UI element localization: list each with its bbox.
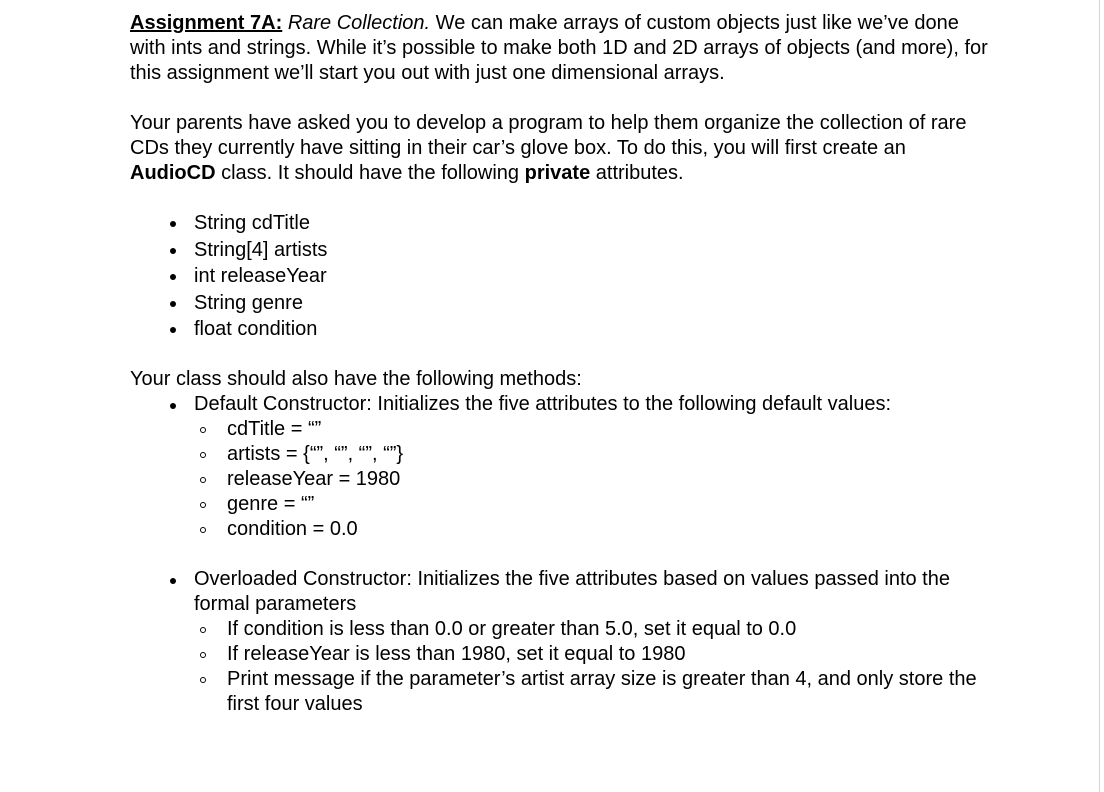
hollow-bullet-icon bbox=[200, 502, 206, 508]
sub-item-text: condition = 0.0 bbox=[227, 517, 358, 540]
attribute-item bbox=[130, 263, 990, 290]
page-edge-divider bbox=[1099, 0, 1100, 792]
bullet-icon bbox=[170, 403, 176, 409]
description-paragraph bbox=[130, 111, 990, 186]
attribute-item bbox=[130, 290, 990, 317]
bullet-icon bbox=[170, 274, 176, 280]
attribute-text: int releaseYear bbox=[194, 265, 327, 287]
sub-item-text: releaseYear = 1980 bbox=[227, 467, 401, 490]
attribute-text: String genre bbox=[194, 291, 303, 314]
hollow-bullet-icon bbox=[200, 627, 206, 633]
sub-item bbox=[194, 442, 990, 467]
sub-item-text: genre = “” bbox=[227, 492, 315, 515]
sub-item bbox=[194, 667, 990, 717]
hollow-bullet-icon bbox=[200, 677, 206, 683]
hollow-bullet-icon bbox=[200, 452, 206, 458]
intro-paragraph bbox=[130, 11, 990, 86]
sub-item bbox=[194, 642, 990, 667]
attribute-item bbox=[130, 237, 990, 264]
bullet-icon bbox=[170, 327, 176, 333]
sub-item bbox=[194, 492, 990, 517]
attribute-item bbox=[130, 316, 990, 343]
sub-item-text: If releaseYear is less than 1980, set it equal to 1980 bbox=[227, 642, 686, 665]
overloaded-rules-list bbox=[194, 617, 990, 717]
description-text-3: attributes. bbox=[590, 162, 684, 184]
intro-text: We can make arrays of custom objects just like we’ve done with ints and strings. While it’s possible to make both 1D and 2D arrays of objects (and more), for this assignment we’ll start you out with just one dimensional arrays. bbox=[130, 12, 988, 84]
attribute-list bbox=[130, 210, 990, 343]
class-name: AudioCD bbox=[130, 162, 216, 184]
method-default-constructor bbox=[130, 392, 990, 542]
default-values-list bbox=[194, 417, 990, 542]
methods-intro: Your class should also have the following methods: bbox=[130, 367, 582, 390]
method-overloaded-constructor bbox=[130, 567, 990, 717]
description-text-1: Your parents have asked you to develop a program to help them organize the collection of rare CDs they currently have sitting in their car’s glove box. To do this, you will first create an bbox=[130, 112, 967, 159]
sub-item-text: cdTitle = “” bbox=[227, 417, 322, 440]
hollow-bullet-icon bbox=[200, 527, 206, 533]
method-text: Overloaded Constructor: Initializes the five attributes based on values passed into the formal parameters bbox=[194, 567, 950, 615]
bullet-icon bbox=[170, 301, 176, 307]
document-page bbox=[130, 11, 990, 717]
sub-item bbox=[194, 467, 990, 492]
method-text: Default Constructor: Initializes the five attributes to the following default values: bbox=[194, 392, 892, 415]
sub-item-text: artists = {“”, “”, “”, “”} bbox=[227, 442, 404, 465]
attribute-text: String cdTitle bbox=[194, 212, 310, 234]
attribute-text: float condition bbox=[194, 318, 318, 340]
assignment-title: Rare Collection. bbox=[287, 12, 431, 34]
hollow-bullet-icon bbox=[200, 427, 206, 433]
attribute-item bbox=[130, 210, 990, 237]
hollow-bullet-icon bbox=[200, 477, 206, 483]
attribute-text: String[4] artists bbox=[194, 238, 328, 261]
sub-item bbox=[194, 417, 990, 442]
sub-item bbox=[194, 517, 990, 542]
hollow-bullet-icon bbox=[200, 652, 206, 658]
sub-item-text: Print message if the parameter’s artist array size is greater than 4, and only store the first four values bbox=[227, 667, 977, 715]
description-text-2: class. It should have the following bbox=[215, 162, 525, 184]
bullet-icon bbox=[170, 221, 176, 227]
sub-item bbox=[194, 617, 990, 642]
assignment-label: Assignment 7A: bbox=[130, 12, 283, 34]
private-keyword: private bbox=[524, 162, 591, 184]
sub-item-text: If condition is less than 0.0 or greater than 5.0, set it equal to 0.0 bbox=[227, 617, 797, 640]
bullet-icon bbox=[170, 578, 176, 584]
bullet-icon bbox=[170, 248, 176, 254]
